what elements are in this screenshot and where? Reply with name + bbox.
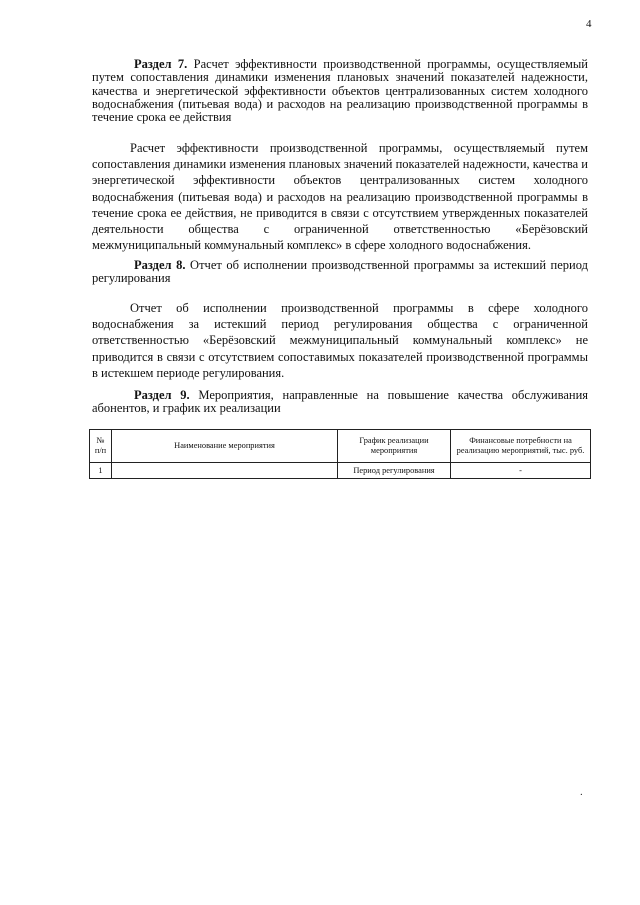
- cell-finance: -: [451, 463, 591, 479]
- section-8-title: Отчет об исполнении производственной программы за истекший период регулирования: [92, 258, 588, 286]
- stray-mark: .: [580, 786, 583, 798]
- section-7-title: Расчет эффективности производственной программы, осуществляемый путем сопоставления динамики изменения плановых значений показателей надежности, качества и энергетической эффективности объектов централизованных систем холодного водоснабжения (питьевая вода) и расходов на реализацию производственной программы в течение срока ее действия: [92, 57, 588, 125]
- section-9-title: Мероприятия, направленные на повышение качества обслуживания абонентов, и график их реализации: [92, 388, 589, 416]
- section-7-heading: [92, 58, 588, 124]
- header-schedule: График реализации мероприятия: [338, 430, 451, 463]
- section-8-heading: [92, 259, 588, 286]
- section-9-heading: [92, 389, 588, 416]
- section-7-body: Расчет эффективности производственной программы, осуществляемый путем сопоставления динамики изменения плановых значений показателей надежности, качества и энергетической эффективности объектов централизованных систем холодного водоснабжения (питьевая вода) и расходов на реализацию производственной программы в течение срока ее действия, не приводится в связи с отсутствием утвержденных показателей деятельности общества с ограниченной ответственностью «Берёзовский межмуниципальный коммунальный комплекс» в сфере холодного водоснабжения.: [92, 141, 588, 253]
- cell-schedule: Период регулирования: [338, 463, 451, 479]
- section-8-label: Раздел 8.: [134, 258, 186, 272]
- page-number: 4: [586, 18, 592, 30]
- cell-num: 1: [90, 463, 112, 479]
- header-name: Наименование мероприятия: [112, 430, 338, 463]
- section-9-label: Раздел 9.: [134, 388, 190, 402]
- header-num: № п/п: [90, 430, 112, 463]
- cell-name: [112, 463, 338, 479]
- measures-table: [89, 429, 591, 479]
- header-finance: Финансовые потребности на реализацию мероприятий, тыс. руб.: [451, 430, 591, 463]
- table-row: [90, 463, 591, 479]
- section-7-label: Раздел 7.: [134, 57, 188, 71]
- section-8-body: Отчет об исполнении производственной программы в сфере холодного водоснабжения за истекший период регулирования общества с ограниченной ответственностью «Берёзовский межмуниципальный коммунальный комплекс» не приводится в связи с отсутствием сопоставимых показателей производственной программы в истекшем периоде регулирования.: [92, 301, 588, 380]
- table-header-row: [90, 430, 591, 463]
